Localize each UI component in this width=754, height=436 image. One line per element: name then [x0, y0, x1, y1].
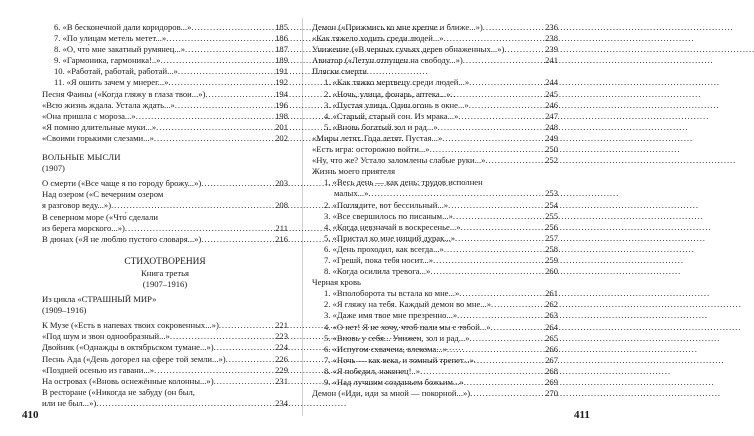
toc-entry — [42, 100, 288, 111]
section-year: (1907) — [42, 163, 65, 174]
toc-entry-line: В северном море («Что́ сделали — [42, 211, 158, 222]
entry-title: 7. «Ночь — как века, и томный трепет...» — [324, 354, 474, 365]
dot-leader — [430, 266, 544, 277]
dot-leader — [160, 55, 274, 66]
entry-title: 11. «Я ошить зачем у мнерег...» — [54, 77, 169, 88]
dot-leader — [201, 234, 274, 245]
entry-title: В дюнах («Я не люблю пустого словаря...») — [42, 233, 202, 244]
entry-page-number: 245 — [545, 88, 558, 99]
toc-entry — [42, 342, 288, 353]
toc-list — [312, 177, 558, 277]
entry-title: Двойник («Однажды в октябрьском тумане...») — [42, 342, 214, 353]
entry-page-number: 268 — [545, 365, 558, 376]
entry-title: 6. «Испугом схвачена, влекома...» — [324, 343, 447, 354]
entry-title: «Под шум и звон однообразный...» — [42, 331, 170, 342]
entry-page-number: 250 — [545, 144, 558, 155]
entry-title: 6. «В бесконечной дали коридоров...» — [54, 22, 192, 32]
entry-page-number: 257 — [545, 232, 558, 243]
dot-leader — [491, 322, 545, 333]
dot-leader — [170, 331, 274, 342]
toc-entry — [312, 122, 558, 133]
entry-title: О смерти («Все чаще я по городу брожу...») — [42, 178, 202, 189]
book-title: Книга третья — [140, 267, 190, 278]
toc-entry — [312, 188, 558, 199]
entry-page-number: 185 — [275, 22, 288, 32]
entry-title: «Миры летят. Года летят. Пустая...» — [312, 132, 443, 143]
entry-title: Демон («Прижмись ко мне крепче и ближе...») — [312, 22, 483, 32]
entry-title: 2. «Я гляжу на тебя. Каждый демон во мне...» — [324, 299, 491, 310]
toc-entry — [312, 366, 558, 377]
dot-leader — [469, 77, 544, 88]
entry-page-number: 270 — [545, 388, 558, 399]
toc-entry — [42, 223, 288, 234]
entry-page-number: 259 — [545, 254, 558, 265]
dot-leader — [125, 223, 275, 234]
toc-list — [42, 22, 288, 144]
entry-page-number: 208 — [275, 200, 288, 211]
entry-page-number: 252 — [545, 155, 558, 166]
entry-title: Песнь Ада («День догорел на сфере той земли...») — [42, 353, 226, 364]
entry-title: 9. «Над лучшим созданьем божьим...» — [324, 377, 464, 387]
entry-title: «Поздней осенью из гавани...» — [42, 364, 155, 375]
dot-leader — [214, 342, 275, 353]
dot-leader — [111, 200, 274, 211]
entry-title: Авиатор («Летун отпущен на свободу...») — [312, 55, 463, 66]
entry-page-number: 267 — [545, 354, 558, 365]
toc-list — [42, 178, 288, 245]
toc-entry — [312, 322, 558, 333]
entry-title: 4. «О нет! Я не хочу, чтоб пали мы с тобой...» — [324, 321, 491, 332]
toc-entry — [312, 233, 558, 244]
entry-page-number: 248 — [545, 121, 558, 132]
toc-entry — [312, 255, 558, 266]
dot-leader — [219, 320, 274, 331]
entry-title: 3. «Пустая улица. Один огонь в окне...» — [324, 99, 469, 110]
entry-title: 7. «Грешй, пока тебя носит...» — [324, 254, 434, 265]
left-page — [42, 22, 288, 409]
toc-entry — [42, 178, 288, 189]
entry-page-number: 266 — [545, 343, 558, 354]
toc-entry — [312, 155, 558, 166]
entry-title: 2. «Поглядите, вот бессильный...» — [324, 199, 449, 210]
dot-leader — [491, 299, 544, 310]
dot-leader — [191, 22, 274, 33]
entry-title: 1. «Вполоборота ты встала ко мне...» — [324, 288, 460, 299]
dot-leader — [136, 111, 274, 122]
entry-title: 3. «Все свершилось по писаным...» — [324, 210, 453, 221]
toc-entry — [42, 398, 288, 409]
dot-leader — [453, 211, 544, 222]
entry-page-number: 211 — [275, 222, 288, 233]
toc-entry — [312, 344, 558, 355]
entry-page-number: 241 — [545, 55, 558, 66]
entry-page-number: 260 — [545, 266, 558, 277]
dot-leader — [368, 188, 544, 199]
toc-entry — [42, 55, 288, 66]
entry-page-number: 258 — [545, 243, 558, 254]
entry-title: На островах («Вновь оснежённые колонны...») — [42, 375, 214, 386]
toc-list — [312, 77, 558, 166]
cycle-years: (1909–1916) — [42, 305, 87, 316]
entry-page-number: 236 — [545, 22, 558, 32]
entry-title: 4. «Когда невзначай в воскресенье...» — [324, 221, 461, 232]
toc-entry — [42, 22, 288, 33]
entry-page-number: 203 — [275, 178, 288, 189]
entry-title: «Я помню длительные муки...» — [42, 121, 157, 132]
entry-page-number: 253 — [545, 188, 558, 199]
entry-page-number: 191 — [275, 66, 288, 77]
dot-leader — [433, 255, 544, 266]
entry-page-number: 229 — [275, 364, 288, 375]
dot-leader — [504, 44, 544, 55]
entry-title: «Всю жизнь ждала. Устала ждать...» — [42, 99, 175, 110]
right-page — [312, 22, 558, 399]
entry-title: малых...» — [334, 188, 369, 199]
entry-title: «Своими горькими слезами...» — [42, 132, 154, 143]
entry-title: 3. «Даже имя твое мне презренно...» — [324, 310, 458, 321]
entry-page-number: 198 — [275, 110, 288, 121]
toc-entry — [312, 211, 558, 222]
entry-title: Песня Фаины («Когда гляжу в глаза твои...») — [42, 88, 206, 99]
dot-leader — [458, 111, 544, 122]
entry-page-number: 244 — [545, 77, 558, 88]
toc-entry — [312, 355, 558, 366]
entry-page-number: 221 — [275, 320, 288, 331]
dot-leader — [154, 365, 274, 376]
entry-title: 5. «Вновь у себя... Унижен, зол и рад...» — [324, 332, 470, 343]
dot-leader — [470, 333, 545, 344]
entry-page-number: 201 — [275, 121, 288, 132]
book-years: (1907–1916) — [142, 278, 188, 289]
toc-entry — [42, 133, 288, 144]
dot-leader — [175, 100, 274, 111]
dot-leader — [420, 366, 544, 377]
dot-leader — [448, 200, 544, 211]
page-number-right: 411 — [574, 409, 590, 421]
toc-entry — [42, 354, 288, 365]
entry-title: 1. «Как тяжко мертвецу среди людей...» — [324, 77, 470, 88]
dot-leader — [485, 155, 544, 166]
dot-leader — [96, 398, 274, 409]
dot-leader — [469, 100, 544, 111]
entry-page-number: 255 — [545, 210, 558, 221]
toc-entry — [42, 33, 288, 44]
toc-entry — [312, 144, 558, 155]
entry-title: или не был...») — [42, 397, 97, 408]
toc-entry — [312, 100, 558, 111]
entry-page-number: 261 — [545, 288, 558, 299]
dot-leader — [154, 133, 274, 144]
toc-entry — [312, 333, 558, 344]
entry-page-number: 238 — [545, 33, 558, 44]
entry-title: 8. «Когда осилила тревога...» — [324, 266, 431, 277]
dot-leader — [470, 388, 544, 399]
dot-leader — [455, 233, 544, 244]
entry-title: «Есть игра: осторожно войти...» — [312, 144, 430, 155]
dot-leader — [201, 178, 274, 189]
toc-entry — [312, 266, 558, 277]
entry-page-number: 186 — [275, 33, 288, 44]
toc-entry — [42, 44, 288, 55]
entry-title: «Как тяжело ходить среди людей...» — [312, 33, 444, 44]
entry-page-number: 196 — [275, 99, 288, 110]
entry-page-number: 224 — [275, 342, 288, 353]
toc-entry — [42, 365, 288, 376]
entry-title: «Она пришла с мороза...» — [42, 110, 136, 121]
entry-title: 5. «Пристал ко мне нищий дурак...» — [324, 232, 456, 243]
dot-leader — [457, 310, 544, 321]
toc-list — [42, 320, 288, 409]
entry-title: я разговор веду...») — [42, 200, 112, 211]
toc-entry — [312, 299, 558, 310]
toc-entry — [312, 55, 558, 66]
dot-leader — [156, 122, 274, 133]
entry-page-number: 246 — [545, 99, 558, 110]
entry-page-number: 247 — [545, 110, 558, 121]
toc-entry — [42, 66, 288, 77]
entry-title: из берега морского...») — [42, 222, 125, 233]
entry-title: 8. «О, что́ мне закатный румянец...» — [54, 44, 186, 55]
toc-entry — [42, 320, 288, 331]
dot-leader — [461, 222, 545, 233]
dot-leader — [178, 66, 274, 77]
toc-entry — [42, 89, 288, 100]
entry-page-number: 223 — [275, 331, 288, 342]
dot-leader — [430, 144, 545, 155]
dot-leader — [483, 22, 544, 33]
entry-page-number: 262 — [545, 299, 558, 310]
entry-title: 4. «Старый, старый сон. Из мрака...» — [324, 110, 459, 121]
dot-leader — [226, 354, 274, 365]
entry-page-number: 249 — [545, 132, 558, 143]
subcycle-title: Жизнь моего приятеля — [312, 166, 396, 177]
entry-title: «Ну, что же? Устало заломлены слабые руки...» — [312, 155, 486, 166]
toc-entry-line: Над озером («С вечерним озером — [42, 189, 164, 200]
toc-list — [312, 288, 558, 399]
entry-page-number: 226 — [275, 353, 288, 364]
toc-entry-line: В ресторане («Никогда не забуду (он был, — [42, 386, 195, 397]
entry-page-number: 239 — [545, 44, 558, 55]
entry-page-number: 231 — [275, 375, 288, 386]
toc-entry-line: 1. «Весь день — как день: трудов исполнен — [324, 177, 483, 188]
toc-entry — [42, 331, 288, 342]
entry-title: 5. «Вновь богатый зол и рад...» — [324, 121, 438, 132]
entry-title: 2. «Ночь, улица, фонарь, аптека...» — [324, 88, 451, 99]
toc-entry — [312, 288, 558, 299]
dot-leader — [444, 33, 545, 44]
toc-entry — [312, 133, 558, 144]
entry-page-number: 265 — [545, 332, 558, 343]
entry-page-number: 187 — [275, 44, 288, 55]
entry-page-number: 192 — [275, 77, 288, 88]
entry-title: 6. «День проходил, как всегда...» — [324, 243, 444, 254]
dot-leader — [444, 244, 544, 255]
toc-entry — [312, 111, 558, 122]
page-number-left: 410 — [22, 409, 39, 421]
toc-entry — [312, 33, 558, 44]
part-heading: СТИХОТВОРЕНИЯ — [124, 256, 206, 267]
toc-entry — [312, 77, 558, 88]
toc-entry — [312, 89, 558, 100]
entry-title: 10. «Работай, работай, работай...» — [54, 66, 178, 77]
cycle-title: Из цикла «СТРАШНЫЙ МИР» — [42, 294, 157, 305]
dot-leader — [205, 89, 274, 100]
toc-entry — [42, 122, 288, 133]
dot-leader — [451, 89, 545, 100]
entry-page-number: 216 — [275, 233, 288, 244]
dot-leader — [459, 288, 544, 299]
toc-entry — [312, 222, 558, 233]
entry-page-number: 202 — [275, 132, 288, 143]
toc-entry — [312, 44, 558, 55]
toc-entry — [312, 244, 558, 255]
entry-page-number: 269 — [545, 377, 558, 387]
entry-page-number: 254 — [545, 199, 558, 210]
subcycle-title: Пляски смерти — [312, 66, 367, 77]
entry-page-number: 189 — [275, 55, 288, 66]
toc-entry — [312, 200, 558, 211]
dot-leader — [214, 376, 275, 387]
section-title: ВОЛЬНЫЕ МЫСЛИ — [42, 152, 121, 163]
entry-title: 9. «Гармоника, гармоника!..» — [54, 55, 161, 66]
entry-page-number: 194 — [275, 88, 288, 99]
dot-leader — [464, 377, 544, 388]
toc-entry — [312, 310, 558, 321]
toc-entry — [312, 377, 558, 388]
dot-leader — [474, 355, 544, 366]
entry-title: 7. «По улицам метель метет...» — [54, 33, 167, 44]
dot-leader — [166, 33, 274, 44]
dot-leader — [185, 44, 274, 55]
entry-page-number: 234 — [275, 397, 288, 408]
entry-title: 8. «Я победил, наконец!..» — [324, 365, 421, 376]
dot-leader — [168, 77, 274, 88]
entry-title: Унижение («В черных сучьях дерев обнаженных...») — [312, 44, 505, 55]
toc-entry — [312, 388, 558, 399]
entry-page-number: 256 — [545, 221, 558, 232]
toc-entry — [42, 77, 288, 88]
toc-entry — [312, 22, 558, 33]
toc-entry — [42, 234, 288, 245]
dot-leader — [447, 344, 544, 355]
subcycle-title: Черная кровь — [312, 277, 361, 288]
toc-entry — [42, 200, 288, 211]
entry-page-number: 263 — [545, 310, 558, 321]
entry-page-number: 264 — [545, 321, 558, 332]
dot-leader — [463, 55, 544, 66]
toc-entry — [42, 111, 288, 122]
entry-title: Демон («Иди, иди за мной — покорной...») — [312, 388, 471, 399]
dot-leader — [442, 133, 544, 144]
dot-leader — [438, 122, 544, 133]
toc-entry — [42, 376, 288, 387]
toc-list — [312, 22, 558, 66]
entry-title: К Музе («Есть в напевах твоих сокровенных...») — [42, 320, 219, 331]
